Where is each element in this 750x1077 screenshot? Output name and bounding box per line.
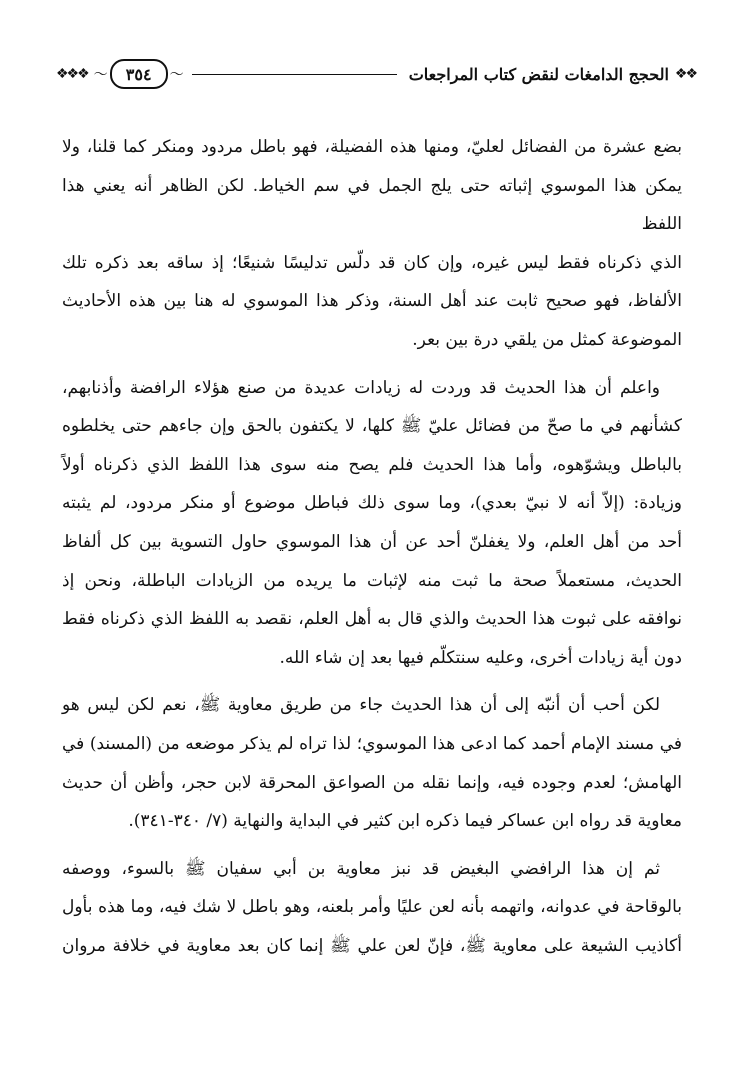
header-ornament-right: ❖❖ [674,66,696,82]
paragraph [62,369,682,678]
text-line: بضع عشرة من الفضائل لعليّ، ومنها هذه الفضيلة، فهو باطل مردود ومنكر كما قلنا، ولا [62,137,682,157]
text-line: نوافقه على ثبوت هذا الحديث والذي قال به أهل العلم، نقصد به اللفظ الذي ذكرناه فقط [62,609,682,630]
text-line: كشأنهم في ما صحّ من فضائل عليّ ﷺ كلها، لا يكتفون بالحق وإن جاءهم حتى يخلطوه [62,416,682,437]
text-line: في مسند الإمام أحمد كما ادعى هذا الموسوي؛ لذا تراه لم يذكر موضعه من (المسند) في [62,733,682,754]
text-line: الهامش؛ لعدم وجوده فيه، وإنما نقله من الصواعق المحرقة لابن حجر، وأظن أن حديث [62,772,682,793]
paragraph [62,686,682,840]
text-line: معاوية قد رواه ابن عساكر فيما ذكره ابن كثير في البداية والنهاية (٧/ ٣٤٠-٣٤١). [128,811,682,832]
text-line: وزيادة: (إلاّ أنه لا نبيّ بعدي)، وما سوى ذلك فباطل موضوع أو منكر مردود، لم يثبته [62,493,682,514]
header-rule [192,74,397,75]
text-line: بالباطل ويشوّهوه، وأما هذا الحديث فلم يصح منه سوى هذا اللفظ الذي ذكرناه أولاً [62,454,682,475]
text-line: يمكن هذا الموسوي إثباته حتى يلج الجمل في سم الخياط. لكن الظاهر أنه يعني هذا اللفظ [62,175,682,235]
header-flourish-icon: 〜 [93,67,108,83]
paragraph [62,850,682,966]
page-header [56,56,696,92]
text-line: أكاذيب الشيعة على معاوية ﷺ، فإنّ لعن علي ﷺ إنما كان بعد معاوية في خلافة مروان [62,935,682,956]
text-line: الموضوعة كمثل من يلقي درة بين بعر. [412,329,682,350]
text-line: الذي ذكرناه فقط ليس غيره، وإن كان قد دلّس تدليسًا شنيعًا؛ إذ ساقه بعد ذكره تلك [62,252,682,273]
header-ornament-left: ❖❖❖ [56,66,88,82]
header-flourish-icon: 〜 [169,67,184,83]
text-line: أحد من أهل العلم، ولا يغفلنّ أحد عن أن هذا الموسوي حاول التسوية بين كل ألفاظ [62,531,682,552]
text-line: الألفاظ، فهو صحيح ثابت عند أهل السنة، وذكر هذا الموسوي له هنا بين هذه الأحاديث [62,291,682,312]
text-line: واعلم أن هذا الحديث قد وردت له زيادات عديدة من صنع هؤلاء الرافضة وأذنابهم، [62,377,660,398]
book-title: الحجج الدامغات لنقض كتاب المراجعات [408,64,669,84]
paragraph [62,128,682,360]
page-number: ٣٥٤ [110,59,168,89]
text-line: دون أية زيادات أخرى، وعليه سنتكلّم فيها بعد إن شاء الله. [279,647,682,668]
page-body [62,128,682,974]
text-line: لكن أحب أن أنبّه إلى أن هذا الحديث جاء من طريق معاوية ﷺ، نعم لكن ليس هو [62,695,660,716]
text-line: الحديث، مستعملاً صحة ما ثبت منه لإثبات ما يريده من الزيادات الباطلة، ونحن إذ [62,570,682,591]
text-line: ثم إن هذا الرافضي البغيض قد نبز معاوية بن أبي سفيان ﷺ بالسوء، ووصفه [62,858,660,879]
text-line: بالوقاحة في عدوانه، واتهمه بأنه لعن عليًا وأمر بلعنه، وهو باطل لا شك فيه، وما هذه بأول [62,897,682,918]
